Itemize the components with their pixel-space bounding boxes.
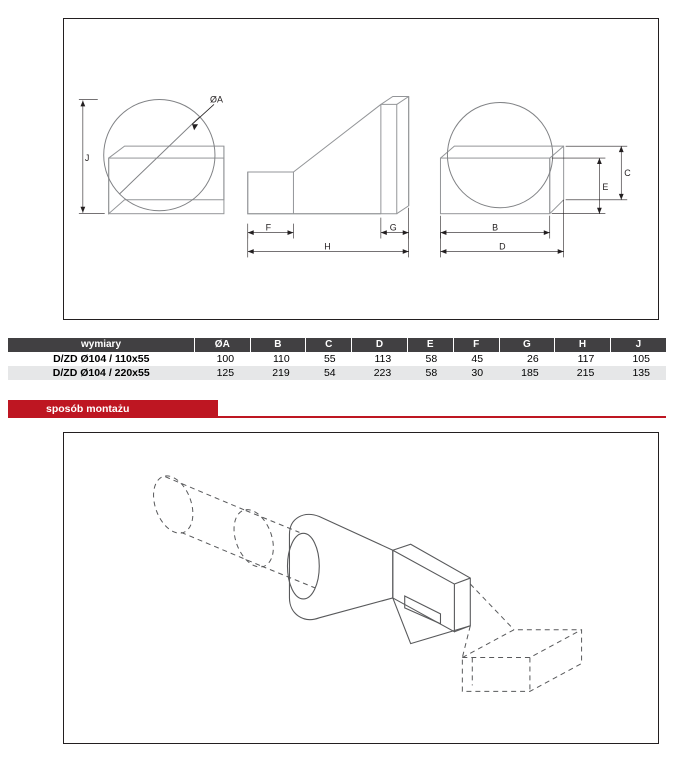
label-c: C <box>624 167 631 178</box>
label-b: B <box>492 222 499 233</box>
cell-d: 113 <box>352 352 408 366</box>
table-header-a: ØA <box>195 338 251 352</box>
table-row <box>8 366 666 380</box>
label-e: E <box>602 181 609 192</box>
section-bar-rule <box>218 416 666 418</box>
label-g: G <box>389 222 397 233</box>
technical-drawing-svg <box>64 19 658 319</box>
cell-f: 30 <box>453 366 499 380</box>
cell-h: 215 <box>555 366 611 380</box>
table-header-d: D <box>352 338 408 352</box>
cell-j: 135 <box>610 366 666 380</box>
cell-j: 105 <box>610 352 666 366</box>
cell-d: 223 <box>352 366 408 380</box>
cell-h: 117 <box>555 352 611 366</box>
installation-drawing-svg <box>64 433 658 743</box>
cell-b: 110 <box>250 352 306 366</box>
section-bar-title: sposób montażu <box>46 403 130 415</box>
row-label: D/ZD Ø104 / 110x55 <box>8 352 195 366</box>
row-label: D/ZD Ø104 / 220x55 <box>8 366 195 380</box>
table-header-g: G <box>499 338 555 352</box>
cell-c: 54 <box>306 366 352 380</box>
table-header-j: J <box>610 338 666 352</box>
installation-drawing-panel <box>63 432 659 744</box>
cell-g: 185 <box>499 366 555 380</box>
label-j-left: J <box>84 153 90 164</box>
table-row <box>8 352 666 366</box>
section-bar <box>8 400 666 418</box>
cell-b: 219 <box>250 366 306 380</box>
cell-a: 100 <box>195 352 251 366</box>
cell-e: 58 <box>407 366 453 380</box>
cell-e: 58 <box>407 352 453 366</box>
table-header-c: C <box>306 338 352 352</box>
label-h: H <box>324 241 331 252</box>
technical-drawing-panel <box>63 18 659 320</box>
dimension-table-wrap <box>8 338 666 380</box>
cell-g: 26 <box>499 352 555 366</box>
table-header-e: E <box>407 338 453 352</box>
label-d: D <box>499 241 506 252</box>
table-header-row <box>8 338 666 352</box>
label-f: F <box>265 222 272 233</box>
table-header-h: H <box>555 338 611 352</box>
table-header-f: F <box>453 338 499 352</box>
cell-a: 125 <box>195 366 251 380</box>
cell-c: 55 <box>306 352 352 366</box>
cell-f: 45 <box>453 352 499 366</box>
table-header-b: B <box>250 338 306 352</box>
label-diameter-a: ØA <box>210 94 223 105</box>
dimension-table <box>8 338 666 380</box>
table-header-wymiary: wymiary <box>8 338 195 352</box>
